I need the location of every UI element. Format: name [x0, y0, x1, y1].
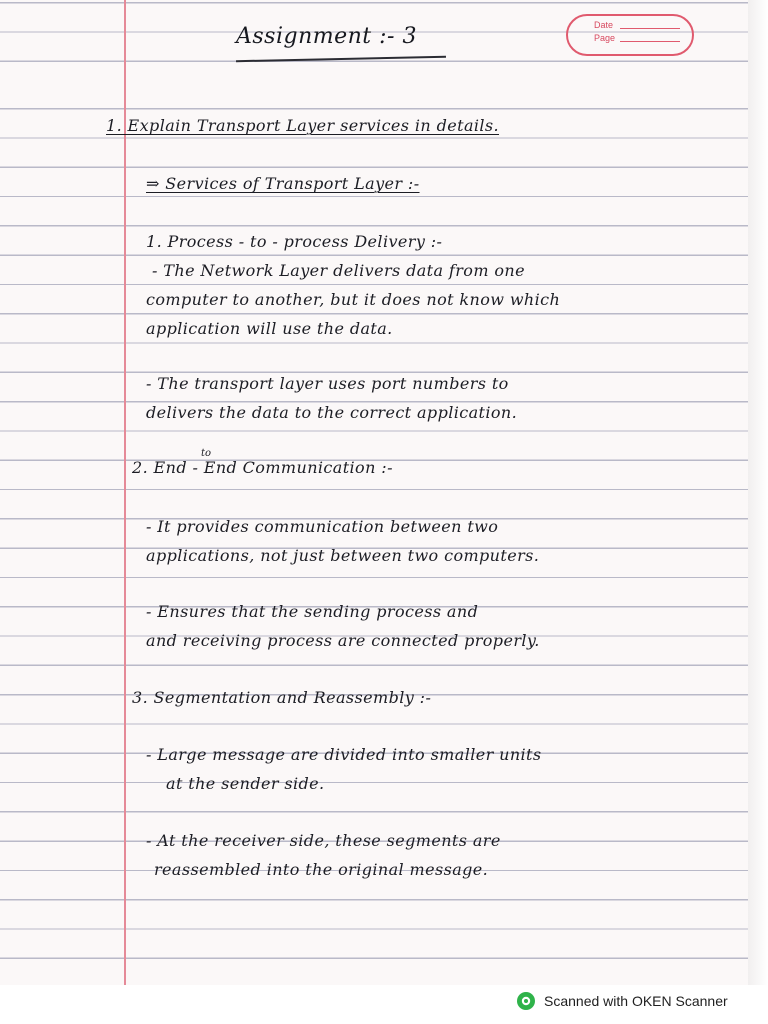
text-line: applications, not just between two computers. — [146, 546, 540, 565]
margin-line — [124, 0, 126, 985]
scanner-text: Scanned with OKEN Scanner — [544, 993, 728, 1009]
question-line: 1. Explain Transport Layer services in details. — [106, 116, 500, 135]
text-line: application will use the data. — [146, 319, 393, 338]
text-line: computer to another, but it does not know which — [146, 290, 561, 309]
section-heading-1: 1. Process - to - process Delivery :- — [146, 232, 443, 251]
date-rule — [620, 28, 680, 29]
text-line: reassembled into the original message. — [154, 860, 489, 879]
text-line: at the sender side. — [166, 774, 325, 793]
paper-edge — [748, 0, 768, 985]
text-line: and receiving process are connected properly. — [146, 631, 540, 650]
text-line: - Large message are divided into smaller units — [146, 745, 542, 764]
text-line: - The transport layer uses port numbers to — [146, 374, 509, 393]
page-title: Assignment :- 3 — [236, 24, 417, 49]
answer-heading: ⇒ Services of Transport Layer :- — [146, 174, 420, 193]
text-line: - At the receiver side, these segments are — [146, 831, 501, 850]
superscript-to: to — [201, 448, 212, 459]
scanner-watermark — [516, 990, 728, 1012]
section-heading-3: 3. Segmentation and Reassembly :- — [132, 688, 432, 707]
date-label: Date — [594, 20, 614, 30]
oken-scanner-icon — [516, 991, 536, 1011]
page-rule — [620, 41, 680, 42]
text-line: - It provides communication between two — [146, 517, 499, 536]
title-underline — [236, 56, 446, 62]
text-line: delivers the data to the correct application. — [146, 403, 518, 422]
section-heading-2: 2. End - End Communication :- — [132, 458, 393, 477]
date-page-stamp — [566, 14, 694, 56]
page-label: Page — [594, 33, 616, 43]
text-line: - The Network Layer delivers data from one — [152, 261, 525, 280]
text-line: - Ensures that the sending process and — [146, 602, 479, 621]
